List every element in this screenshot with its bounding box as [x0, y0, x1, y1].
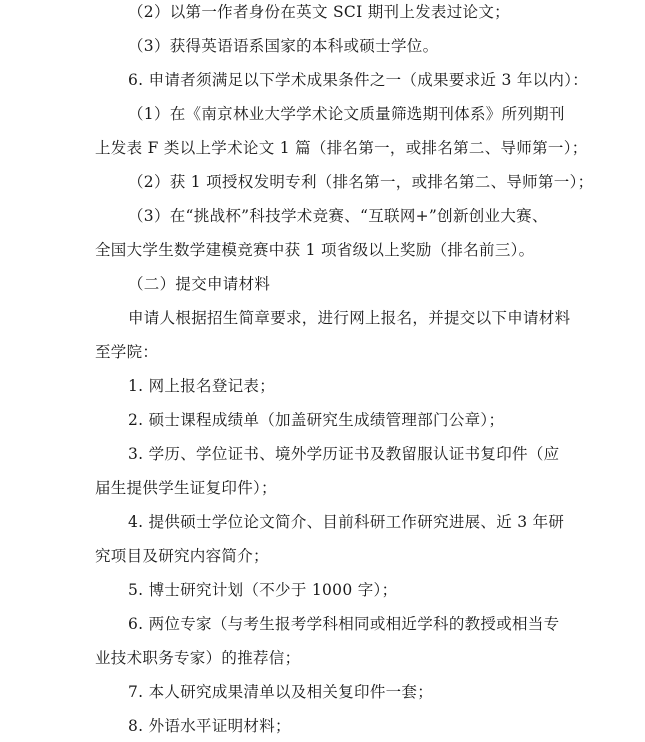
text-line: 6. 申请者须满足以下学术成果条件之一（成果要求近 3 年以内）：	[128, 71, 589, 89]
list-item: 6. 两位专家（与考生报考学科相同或相近学科的教授或相当专	[128, 615, 560, 633]
text-line: 上发表 F 类以上学术论文 1 篇（排名第一，或排名第二、导师第一）；	[95, 139, 588, 157]
list-item: 1. 网上报名登记表；	[128, 377, 276, 395]
list-item: 8. 外语水平证明材料；	[128, 717, 291, 735]
text-line: 业技术职务专家）的推荐信；	[95, 649, 301, 667]
text-line: （2）以第一作者身份在英文 SCI 期刊上发表过论文；	[128, 3, 510, 21]
list-item: 2. 硕士课程成绩单（加盖研究生成绩管理部门公章）；	[128, 411, 505, 429]
section-heading: （二）提交申请材料	[128, 275, 271, 293]
list-item: 7. 本人研究成果清单以及相关复印件一套；	[128, 683, 434, 701]
text-line: 究项目及研究内容简介；	[95, 547, 269, 565]
text-line: （1）在《南京林业大学学术论文质量筛选期刊体系》所列期刊	[128, 105, 565, 123]
list-item: 4. 提供硕士学位论文简介、目前科研工作研究进展、近 3 年研	[128, 513, 565, 531]
text-line: （3）在“挑战杯”科技学术竞赛、“互联网+”创新创业大赛、	[128, 207, 548, 225]
text-line: 届生提供学生证复印件）；	[95, 479, 277, 497]
text-line: 至学院：	[95, 343, 159, 361]
text-line: （3）获得英语语系国家的本科或硕士学位。	[128, 37, 439, 55]
text-line: 全国大学生数学建模竞赛中获 1 项省级以上奖励（排名前三）。	[95, 241, 535, 259]
text-line: 申请人根据招生简章要求，进行网上报名，并提交以下申请材料	[128, 309, 571, 327]
list-item: 3. 学历、学位证书、境外学历证书及教留服认证书复印件（应	[128, 445, 560, 463]
text-line: （2）获 1 项授权发明专利（排名第一，或排名第二、导师第一）；	[128, 173, 594, 191]
list-item: 5. 博士研究计划（不少于 1000 字）；	[128, 581, 398, 599]
